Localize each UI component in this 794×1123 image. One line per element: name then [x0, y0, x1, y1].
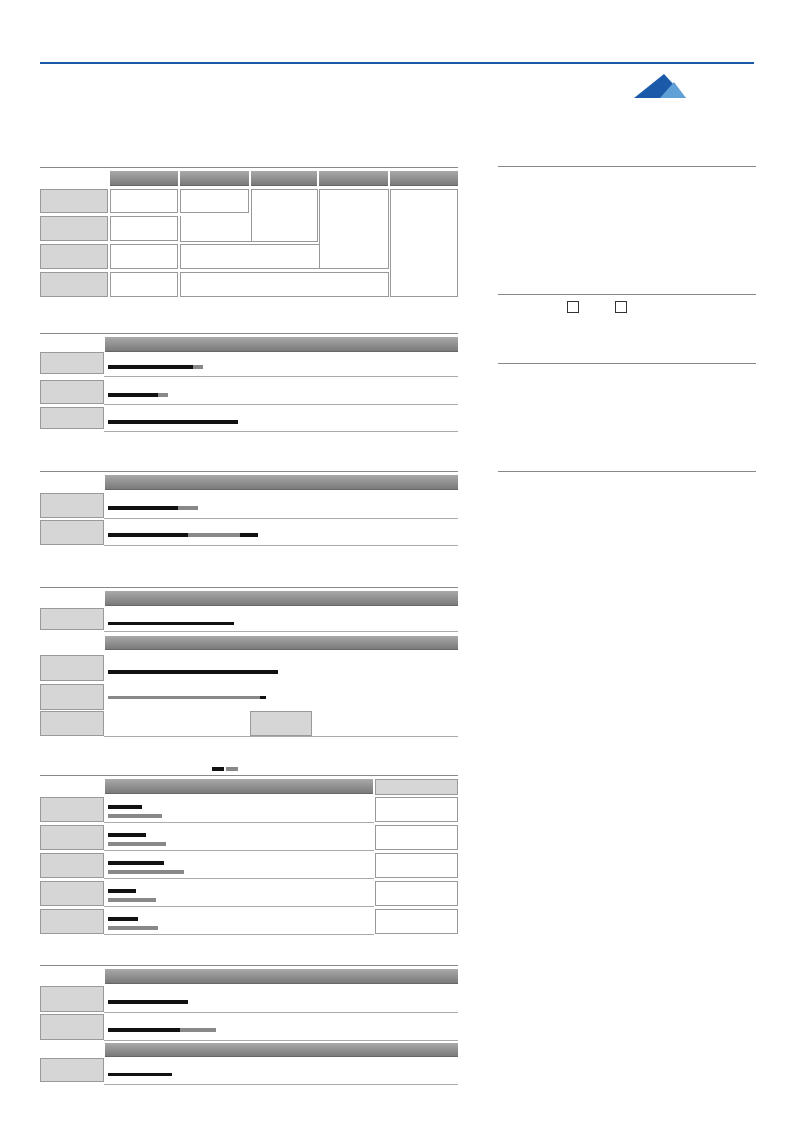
segment-legend	[212, 767, 238, 773]
segment-ratio-header	[375, 779, 458, 795]
muscle-row-label	[40, 407, 104, 429]
muscle-row-label	[40, 380, 104, 404]
qr-code-icon[interactable]	[678, 952, 758, 1030]
mgs-label	[250, 711, 312, 736]
mgv-label	[40, 711, 104, 736]
segment-row-label	[40, 853, 104, 878]
tgc-label	[40, 520, 104, 545]
ratio-eec-label	[40, 1058, 104, 1082]
composition-row-label	[40, 189, 108, 213]
muscle-row-label	[40, 352, 104, 374]
composition-row-label	[40, 272, 108, 297]
imc-label	[40, 493, 104, 518]
ngv-label	[40, 655, 104, 681]
impedance-title	[499, 782, 505, 794]
segment-row-label	[40, 909, 104, 934]
pressure-values	[492, 948, 692, 1015]
segment-row-label	[40, 881, 104, 906]
balance-checkbox[interactable]	[615, 301, 627, 313]
pressure-diff-values	[495, 1060, 498, 1074]
eic-label	[40, 986, 104, 1012]
composition-row-label	[40, 244, 108, 269]
sgv-label	[40, 684, 104, 710]
rth-label	[40, 608, 104, 630]
segment-row-label	[40, 797, 104, 822]
balance-checkbox[interactable]	[567, 301, 579, 313]
patient-info	[40, 102, 110, 114]
composition-row-label	[40, 216, 108, 241]
segment-row-label	[40, 825, 104, 850]
eec-label	[40, 1014, 104, 1040]
abdominal-prediction-chart	[498, 587, 738, 767]
mountain-logo-icon	[630, 70, 690, 100]
